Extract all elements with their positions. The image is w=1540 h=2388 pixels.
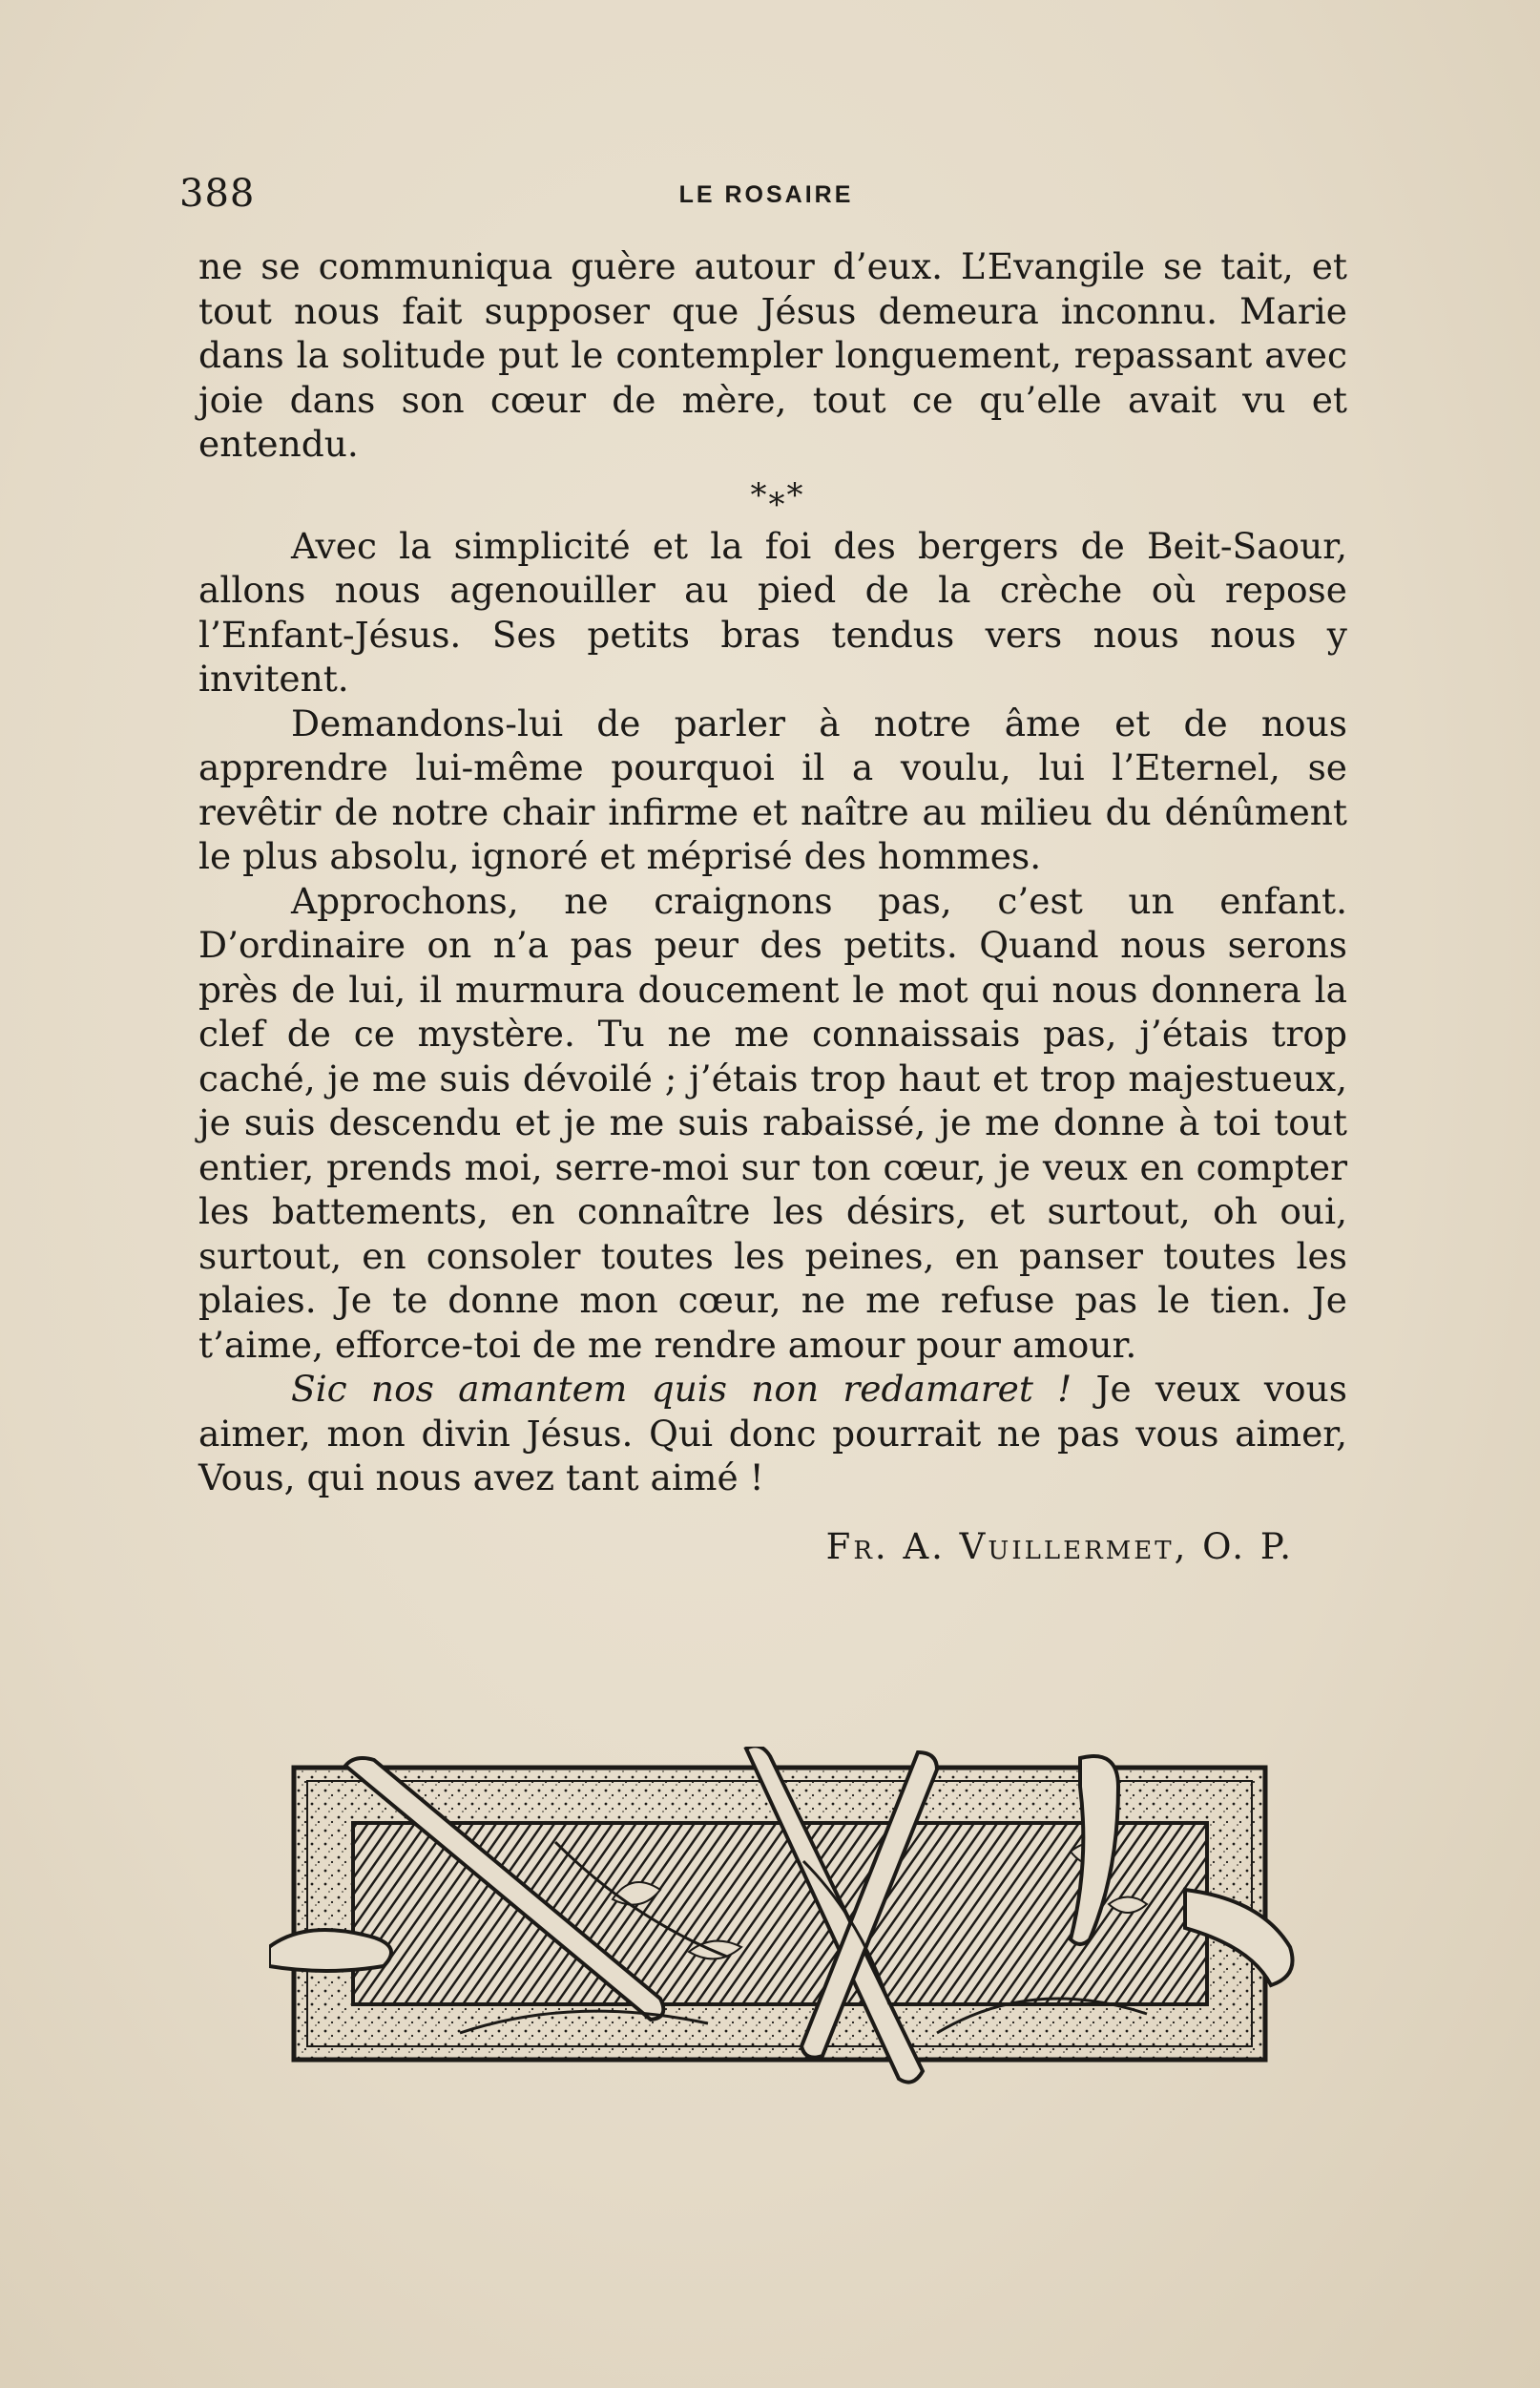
running-title: LE ROSAIRE [678, 181, 854, 208]
asterism-separator [198, 467, 1347, 524]
latin-quote: Sic nos amantem quis non redamaret ! [291, 1368, 1072, 1410]
decorative-vignette-icon [269, 1747, 1300, 2100]
continued-paragraph: ne se communiqua guère autour d’eux. L’Evangile se tait, et tout nous fait supposer que Jésus demeura inconnu. Marie dans la solitude put le contempler longuement, repassant avec joie dans son cœur de mère, tout ce qu’elle avait vu et entendu. [198, 245, 1347, 465]
paragraph: Approchons, ne craignons pas, c’est un enfant. D’ordinaire on n’a pas peur des petits. Quand nous serons près de lui, il murmura doucement le mot qui nous donnera la clef de ce mystère. Tu ne me connaissais pas, j’étais trop caché, je me suis dévoilé ; j’étais trop haut et trop majestueux, je suis descendu et je me suis rabaissé, je me donne à toi tout entier, prends moi, serre-moi sur ton cœur, je veux en compter les battements, en connaître les désirs, et surtout, oh oui, surtout, en consoler toutes les peines, en panser toutes les plaies. Je te donne mon cœur, ne me refuse pas le tien. Je t’aime, efforce-toi de me rendre amour pour amour. [198, 879, 1347, 1366]
page-header [179, 172, 1353, 220]
asterism-star: * [786, 475, 805, 514]
asterism-star: * [768, 485, 787, 524]
closing-text: Je veux vous aimer, mon divin Jésus. Qui donc pourrait ne pas vous aimer, Vous, qui nous avez tant aimé ! [198, 1368, 1347, 1498]
page-number: 388 [179, 172, 256, 216]
paragraph: Avec la simplicité et la foi des bergers de Beit-Saour, allons nous agenouiller au pied de la crèche où repose l’Enfant-Jésus. Ses petits bras tendus vers nous nous y invitent. [198, 524, 1347, 700]
closing-paragraph [198, 1367, 1347, 1500]
author-signature: Fr. A. Vuillermet, O. P. [825, 1525, 1294, 1567]
asterism-star: * [750, 475, 769, 514]
body-text [198, 244, 1347, 1569]
paragraph: Demandons-lui de parler à notre âme et de nous apprendre lui-même pourquoi il a voulu, lui l’Eternel, se revêtir de notre chair infirme et naître au milieu du dénûment le plus absolu, ignoré et méprisé des hommes. [198, 702, 1347, 877]
